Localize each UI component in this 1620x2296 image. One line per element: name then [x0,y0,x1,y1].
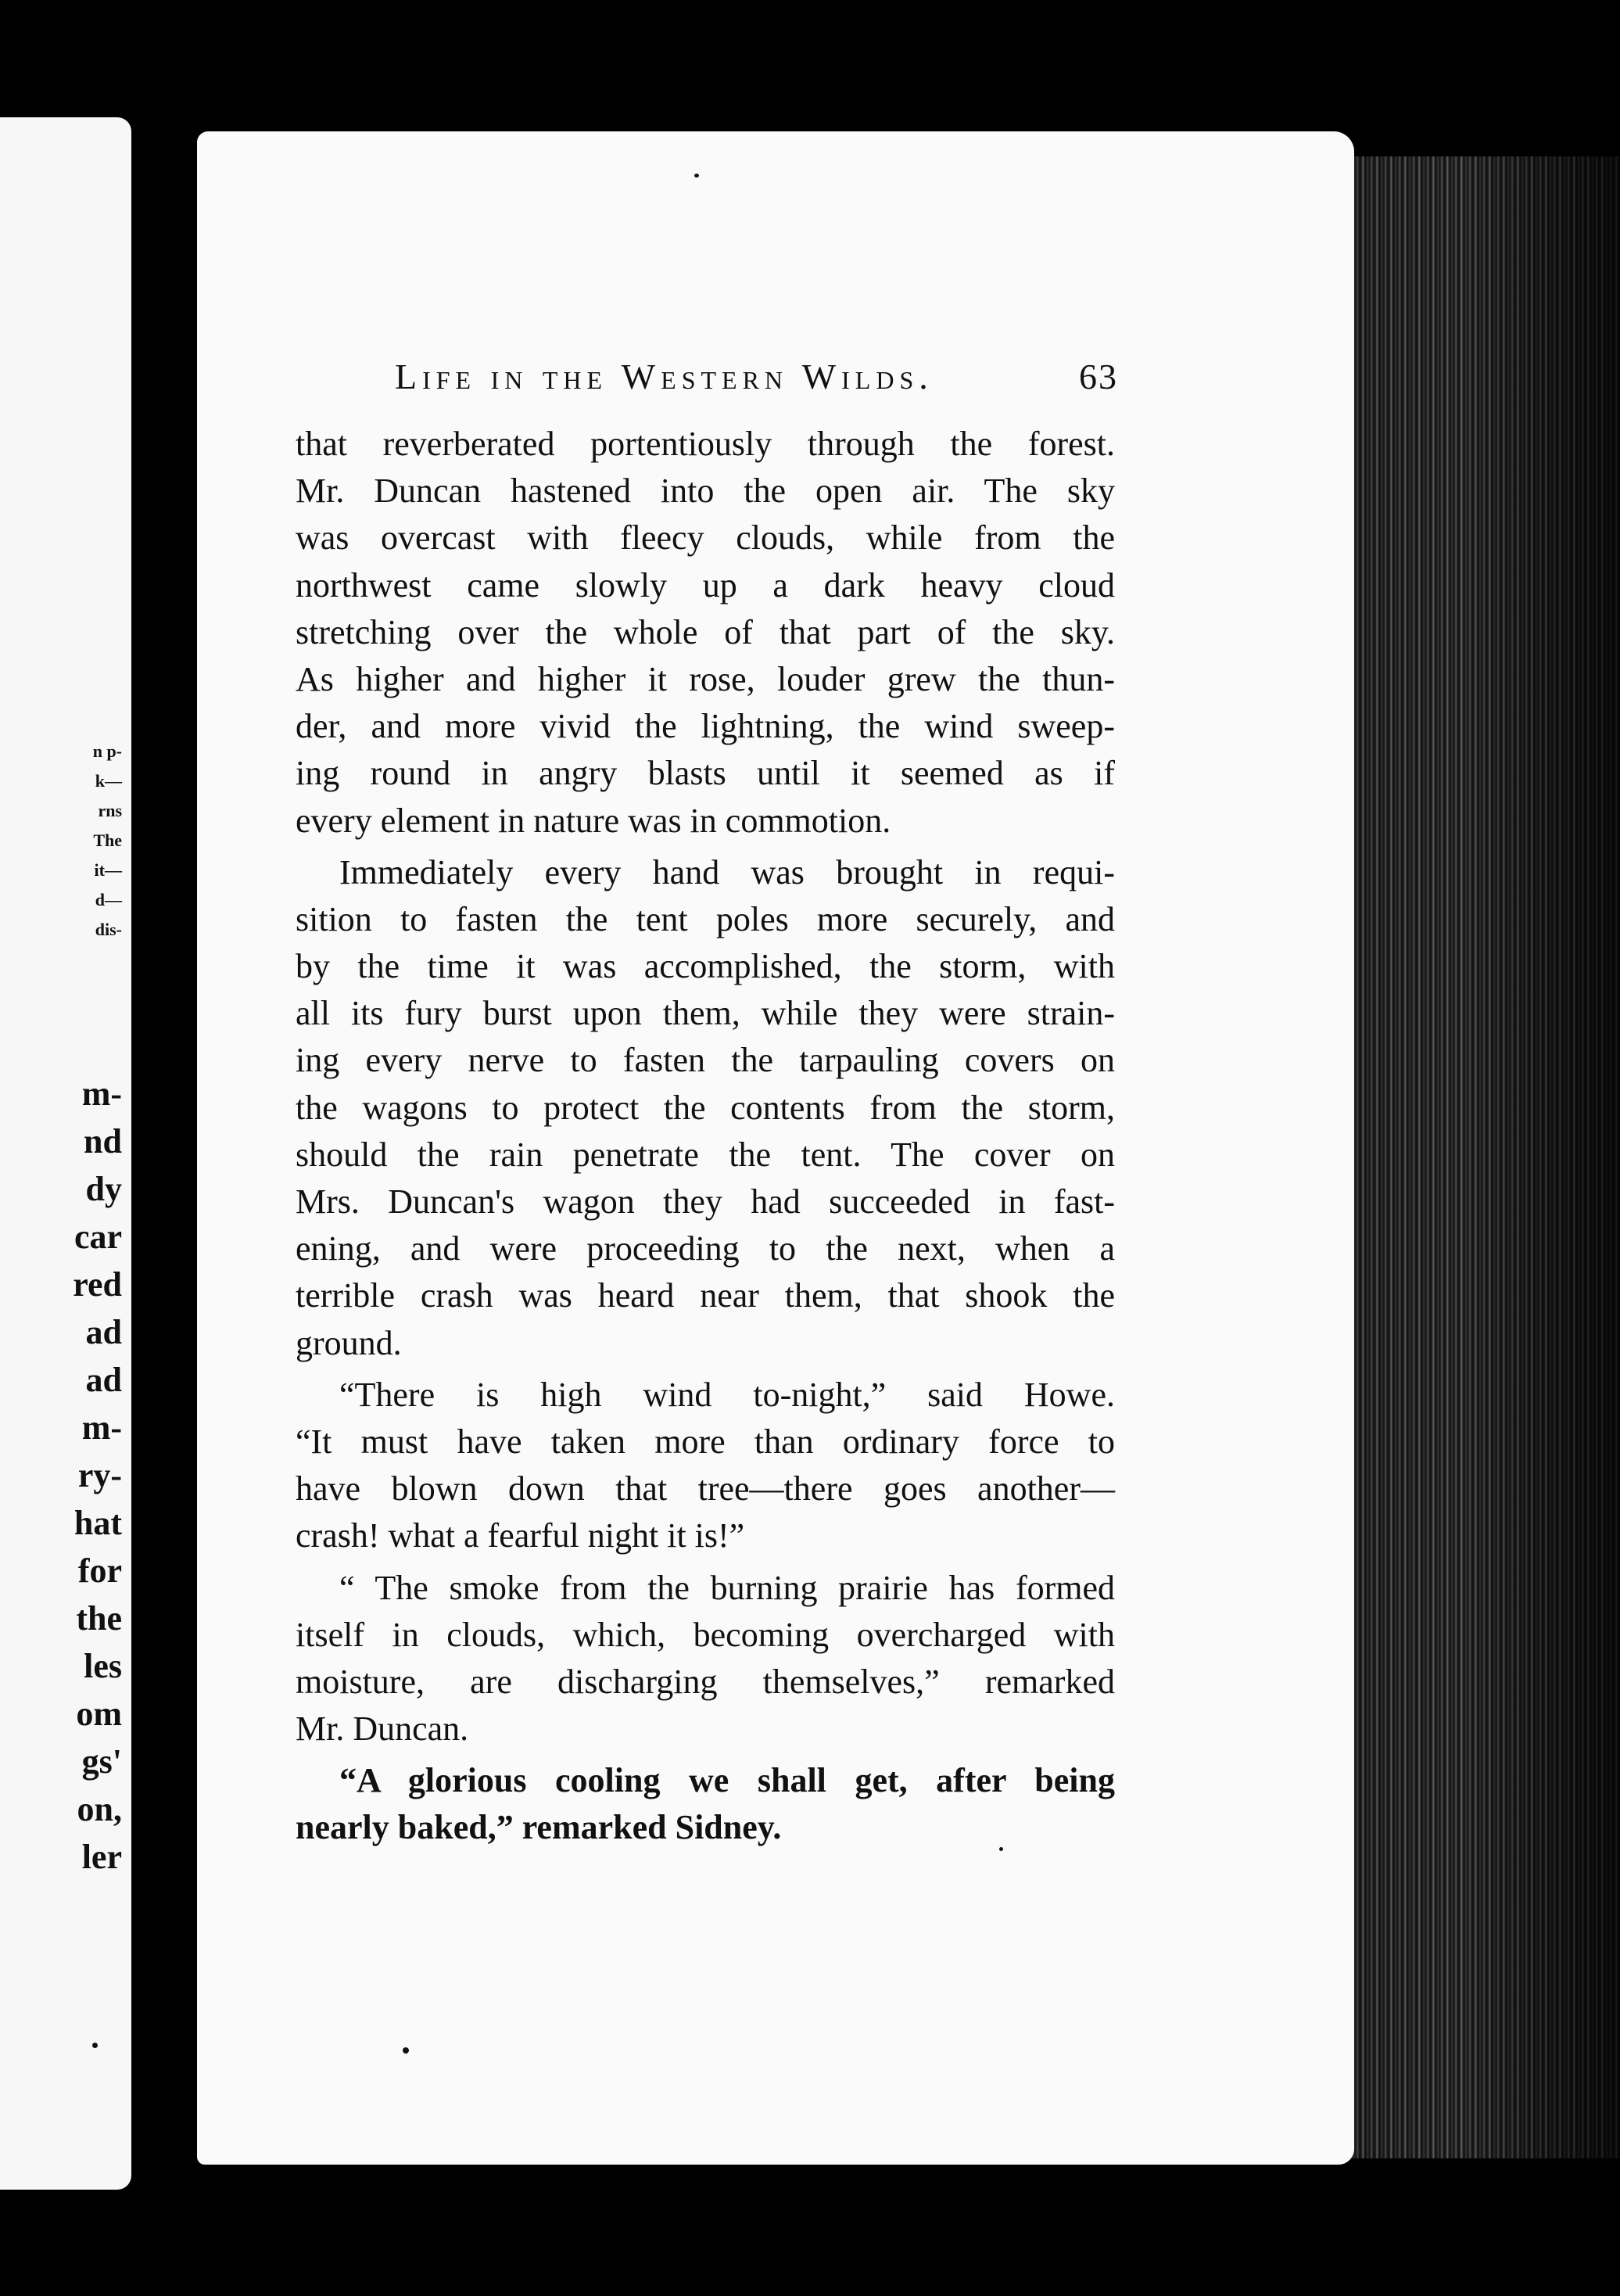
left-fragment-0: n p- [92,741,122,761]
text-line: Immediately every hand was brought in requi- [339,852,1115,891]
scan-speck [92,2043,98,2048]
left-fragment-2: rns [98,801,122,820]
left-fragment-22: on, [77,1790,122,1828]
body-text [296,421,1115,1852]
left-fragment-13: ad [85,1361,122,1399]
left-fragment-11: red [73,1265,122,1304]
text-line: “A glorious cooling we shall get, after being [339,1761,1115,1800]
text-line: stretching over the whole of that part of the sky. [296,612,1115,651]
text-line: As higher and higher it rose, louder grew the thun- [296,659,1115,698]
left-fragment-20: om [76,1695,122,1733]
text-line: Mr. Duncan. [296,1709,469,1749]
text-line: “It must have taken more than ordinary force to [296,1422,1115,1461]
text-line: “There is high wind to-night,” said Howe. [339,1375,1115,1414]
scan-speck [403,2047,409,2054]
left-fragment-5: d— [95,890,122,909]
text-line: ening, and were proceeding to the next, when a [296,1229,1115,1268]
left-fragment-8: nd [84,1122,122,1161]
running-head [395,356,1118,397]
left-fragment-10: car [73,1218,122,1256]
scan-speck [999,1847,1003,1851]
text-line: itself in clouds, which, becoming overcharged with [296,1615,1115,1654]
text-line: should the rain penetrate the tent. The cover on [296,1135,1115,1174]
text-line: every element in nature was in commotion. [296,801,891,840]
text-line: ground. [296,1323,402,1362]
left-fragment-14: m- [81,1408,122,1447]
left-fragment-4: it— [94,860,122,880]
left-fragment-3: The [93,831,122,850]
left-fragment-6: dis- [95,920,122,939]
page-number: 63 [1079,357,1118,396]
book-page-edges [1351,156,1620,2158]
text-line: sition to fasten the tent poles more securely, and [296,899,1115,938]
left-fragment-16: hat [73,1504,122,1542]
text-line: by the time it was accomplished, the storm, with [296,947,1115,986]
adjacent-left-page [0,117,131,2190]
left-fragment-9: dy [85,1170,122,1208]
left-fragment-15: ry- [77,1456,122,1494]
left-fragment-19: les [84,1647,122,1685]
text-line: northwest came slowly up a dark heavy cloud [296,565,1115,604]
text-line: “ The smoke from the burning prairie has formed [339,1568,1115,1607]
text-line: have blown down that tree—there goes another— [296,1469,1115,1509]
text-line: ing round in angry blasts until it seemed as if [296,754,1115,793]
scan-speck [694,174,699,178]
text-line: the wagons to protect the contents from the storm, [296,1088,1115,1127]
text-line: crash! what a fearful night it is!” [296,1516,745,1555]
text-line: der, and more vivid the lightning, the wind sweep- [296,707,1115,746]
text-line: Mrs. Duncan's wagon they had succeeded in fast- [296,1182,1115,1221]
left-fragment-18: the [76,1599,122,1638]
text-line: terrible crash was heard near them, that shook the [296,1276,1115,1315]
left-fragment-17: for [77,1552,122,1590]
text-line: nearly baked,” remarked Sidney. [296,1808,782,1847]
running-head-title: Life in the Western Wilds. [395,357,934,396]
text-line: that reverberated portentiously through the forest. [296,425,1115,463]
text-line: all its fury burst upon them, while they were strain- [296,994,1115,1033]
text-line: ing every nerve to fasten the tarpauling covers on [296,1041,1115,1080]
text-line: Mr. Duncan hastened into the open air. The sky [296,472,1115,511]
left-fragment-7: m- [81,1074,122,1113]
left-fragment-21: gs' [81,1742,122,1781]
text-line: moisture, are discharging themselves,” remarked [296,1662,1115,1701]
text-line: was overcast with fleecy clouds, while from the [296,518,1115,558]
left-fragment-23: ler [81,1838,122,1876]
left-fragment-12: ad [85,1313,122,1351]
left-fragment-1: k— [95,771,122,791]
